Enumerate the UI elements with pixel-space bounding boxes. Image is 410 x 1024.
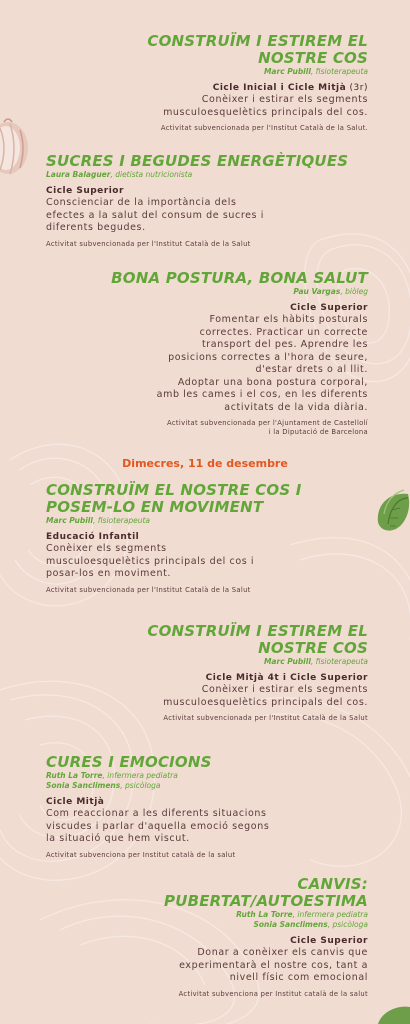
- activity-description: Conscienciar de la importància dels efectes a la salut del consum de sucres i diferents begudes.: [46, 197, 264, 233]
- activity-author: Marc Pubill, fisioterapeuta: [46, 516, 151, 525]
- activity-section-5: [40, 623, 368, 723]
- activity-level: Cicle Inicial i Cicle Mitjà (3r): [212, 83, 368, 93]
- activity-funding-note: Activitat subvencionada per l'Ajuntament de Castellolí i la Diputació de Barcelona: [167, 419, 368, 436]
- activity-author: Ruth La Torre, infermera pediatra: [46, 771, 178, 780]
- activity-author: Marc Pubill, fisioterapeuta: [263, 657, 368, 666]
- activity-funding-note: Activitat subvencionada per l'Institut Català de la Salut: [46, 585, 251, 594]
- activity-title: CONSTRUÏM I ESTIREM EL NOSTRE COS: [147, 622, 368, 657]
- activity-section-1: [40, 33, 368, 133]
- activity-description: Conèixer i estirar els segments musculoesquelètics principals del cos.: [163, 684, 368, 708]
- activity-funding-note: Activitat subvencionada per l'Institut Català de la Salut: [46, 239, 251, 248]
- activity-author: Sonia Sanclimens, psicòloga: [46, 781, 161, 790]
- activity-level: Cicle Superior: [290, 303, 368, 313]
- activity-description: Fomentar els hàbits posturals correctes. Practicar un correcte transport del pes. Aprendre les posicions correctes a l'hora de seure, d'estar drets o al llit. Adoptar una bona postura corporal, amb les cames i el cos, en les diferents activitats de la vida diària.: [156, 314, 368, 413]
- activity-title: CONSTRUÏM EL NOSTRE COS I POSEM-LO EN MOVIMENT: [46, 481, 302, 516]
- activity-author: Pau Vargas, biòleg: [293, 287, 368, 296]
- activity-title: CURES I EMOCIONS: [46, 753, 212, 771]
- activity-section-7: [60, 876, 368, 999]
- activity-funding-note: Activitat subvenciona per Institut català de la salut: [46, 850, 236, 859]
- activity-section-4: [46, 482, 366, 595]
- activity-section-6: [46, 754, 366, 860]
- activity-author: Laura Balaguer, dietista nutricionista: [46, 170, 193, 179]
- activity-author: Marc Pubill, fisioterapeuta: [263, 67, 368, 76]
- activity-author: Ruth La Torre, infermera pediatra: [236, 910, 368, 919]
- activity-funding-note: Activitat subvenciona per Institut català de la salut: [178, 989, 368, 998]
- activity-level: Educació Infantil: [46, 532, 140, 542]
- activity-level: Cicle Mitjà 4t i Cicle Superior: [205, 673, 368, 683]
- activity-description: Conèixer i estirar els segments musculoesquelètics principals del cos.: [163, 94, 368, 118]
- activity-description: Com reaccionar a les diferents situacions viscudes i parlar d'aquella emoció segons la situació que hem viscut.: [46, 808, 270, 844]
- activity-author: Sonia Sanclimens, psicòloga: [253, 920, 368, 929]
- garlic-illustration: [0, 118, 34, 180]
- activity-title: CONSTRUÏM I ESTIREM EL NOSTRE COS: [147, 32, 368, 67]
- leaf-illustration: [376, 1005, 410, 1024]
- activity-level: Cicle Mitjà: [46, 797, 105, 807]
- activity-section-2: [46, 153, 366, 249]
- activity-funding-note: Activitat subvencionada per l'Institut Català de la Salut.: [160, 124, 368, 132]
- activity-title: BONA POSTURA, BONA SALUT: [111, 269, 368, 287]
- activity-description: Donar a conèixer els canvis que experimentarà el nostre cos, tant a nivell físic com emocional: [179, 947, 368, 983]
- activity-description: Conèixer els segments musculoesquelètics principals del cos i posar-los en moviment.: [46, 543, 255, 579]
- activity-title: CANVIS: PUBERTAT/AUTOESTIMA: [164, 875, 368, 910]
- activity-funding-note: Activitat subvencionada per l'Institut Català de la Salut: [163, 714, 368, 722]
- spinach-leaf-illustration: [372, 488, 410, 536]
- activity-section-3: [60, 270, 368, 437]
- date-heading: Dimecres, 11 de desembre: [122, 457, 288, 470]
- activity-title: SUCRES I BEGUDES ENERGÈTIQUES: [46, 152, 349, 170]
- activity-level: Cicle Superior: [290, 936, 368, 946]
- activity-level: Cicle Superior: [46, 186, 124, 196]
